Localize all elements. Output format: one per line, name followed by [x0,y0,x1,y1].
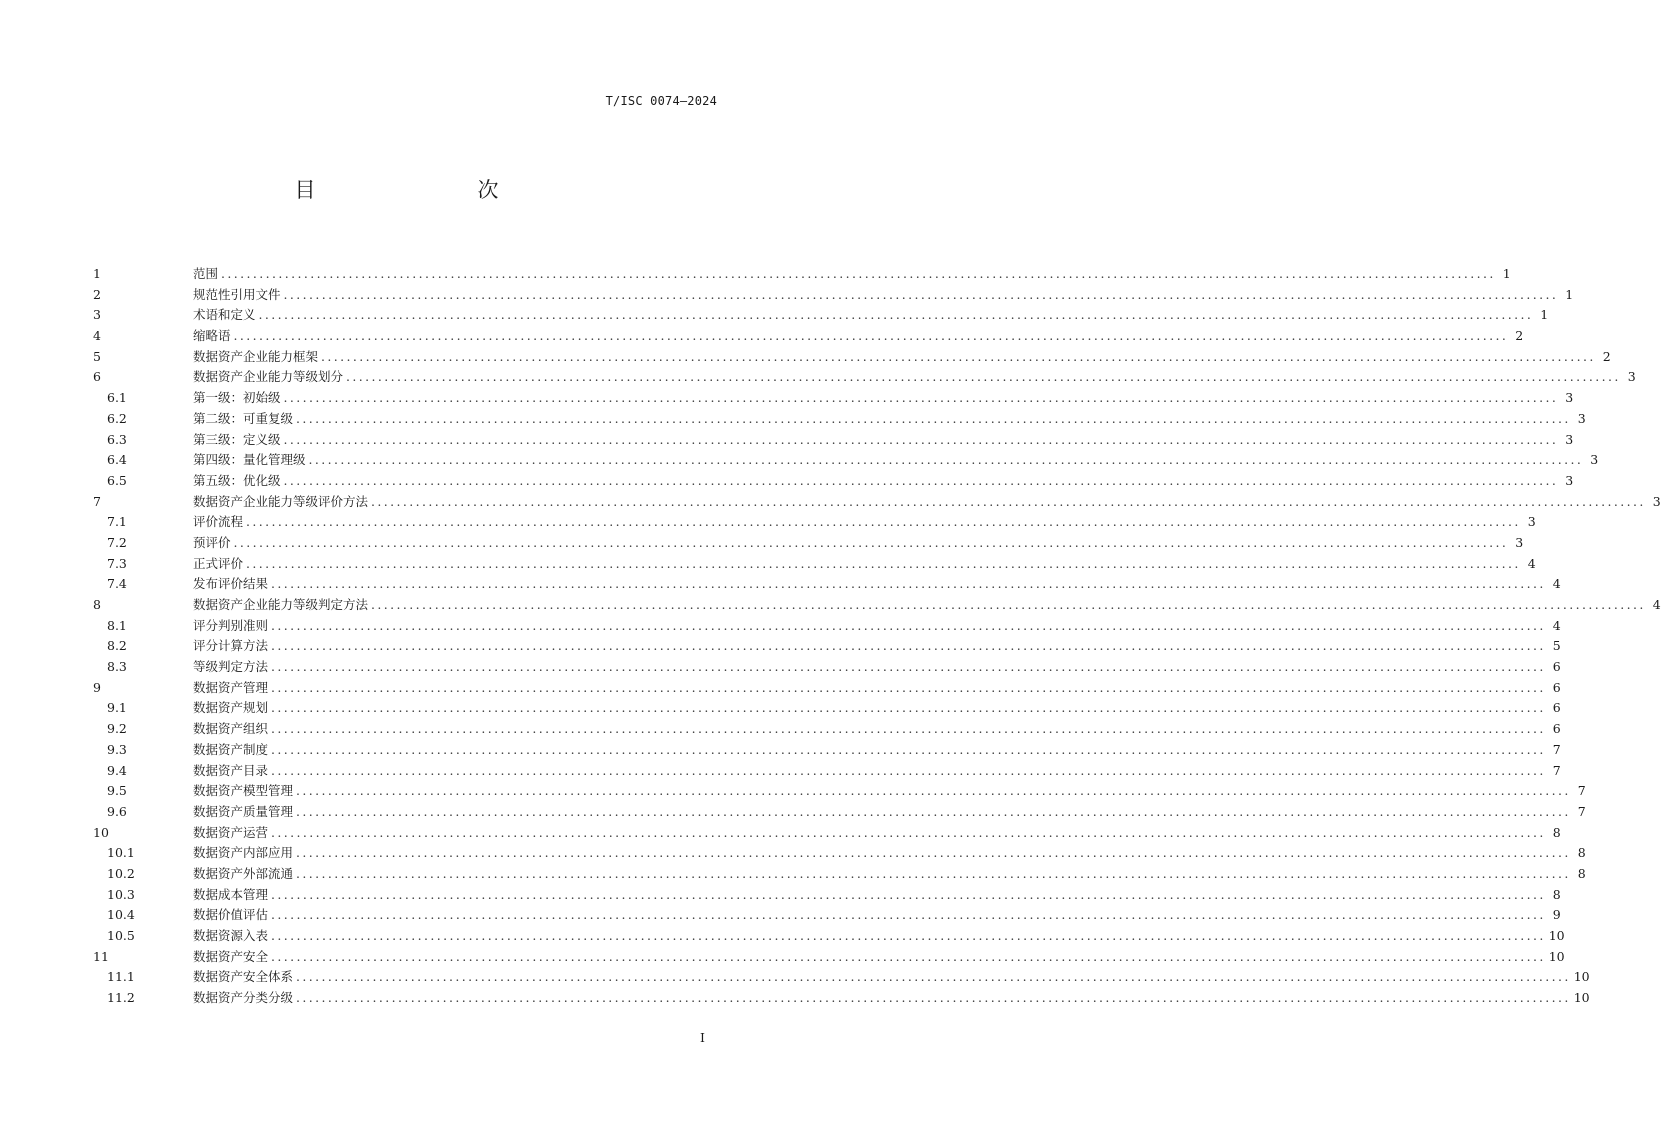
toc-entry-line [193,678,1561,699]
dot-leader: ........................................................................................................................................................................................................ [246,514,1521,530]
toc-entry-page: 3 [1652,493,1661,509]
toc-entry-page: 8 [1577,865,1586,881]
dot-leader: ........................................................................................................................................................................................................ [371,493,1646,509]
toc-entry[interactable] [93,409,1586,430]
toc-entry-title: 术语和定义 [193,307,256,323]
toc-entry-title: 数据资产企业能力等级判定方法 [193,597,369,612]
toc-entry[interactable] [93,781,1586,802]
toc-entry-line [193,967,1590,988]
toc-entry[interactable] [93,926,1565,947]
toc-entry-line [193,367,1636,388]
toc-entry-page: 6 [1552,659,1561,675]
toc-entry-title: 数据资产内部应用 [193,845,294,861]
toc-entry[interactable] [93,450,1599,471]
toc-entry-number: 8.3 [107,659,127,675]
toc-entry-number: 6.3 [107,431,127,447]
toc-entry-number: 7.1 [107,514,127,530]
toc-entry-line [193,595,1661,616]
toc-entry-number: 9.5 [107,783,127,799]
toc-entry-line [193,574,1561,595]
toc-entry[interactable] [93,326,1524,347]
toc-entry-line [193,388,1574,409]
toc-entry-line [193,533,1524,554]
toc-entry[interactable] [93,388,1574,409]
toc-entry-line [193,947,1565,968]
toc-entry-page: 7 [1577,783,1586,799]
toc-entry-title: 规范性引用文件 [193,286,281,302]
dot-leader: ........................................................................................................................................................................................................ [296,969,1571,985]
toc-entry-number: 10 [93,824,109,840]
toc-entry[interactable] [93,802,1586,823]
toc-entry-page: 1 [1565,286,1574,302]
toc-entry[interactable] [93,740,1561,761]
toc-entry[interactable] [93,616,1561,637]
toc-entry-page: 1 [1540,307,1549,323]
toc-entry-line [193,885,1561,906]
toc-entry-page: 7 [1552,762,1561,778]
toc-entry-title: 正式评价 [193,555,244,571]
toc-entry-number: 7.3 [107,555,127,571]
toc-entry-number: 3 [93,307,101,323]
toc-entry-line [193,636,1561,657]
toc-entry-title: 第四级：量化管理级 [193,452,306,468]
dot-leader: ........................................................................................................................................................................................................ [321,348,1596,364]
toc-entry-number: 7 [93,493,101,509]
toc-entry-number: 2 [93,286,101,302]
toc-entry-page: 6 [1552,721,1561,737]
toc-entry-title: 数据资产分类分级 [193,990,294,1006]
toc-entry-line [193,264,1511,285]
dot-leader: ........................................................................................................................................................................................................ [296,803,1571,819]
toc-entry-number: 7.4 [107,576,127,592]
toc-entry-number: 7.2 [107,534,127,550]
toc-entry-title: 数据资产制度 [193,741,269,757]
toc-entry-number: 6 [93,369,101,385]
toc-entry-page: 2 [1515,328,1524,344]
toc-entry-line [193,450,1599,471]
toc-entry-title: 数据资产管理 [193,679,269,695]
toc-entry-line [193,326,1524,347]
toc-entry-line [193,554,1536,575]
toc-entry[interactable] [93,636,1561,657]
toc-entry[interactable] [93,864,1586,885]
toc-entry-page: 8 [1552,886,1561,902]
toc-entry[interactable] [93,885,1561,906]
dot-leader: ........................................................................................................................................................................................................ [271,948,1546,964]
toc-entry-title: 发布评价结果 [193,576,269,592]
toc-entry[interactable] [93,947,1565,968]
toc-entry-title: 数据资产组织 [193,721,269,737]
toc-entry-page: 3 [1590,452,1599,468]
toc-entry-page: 4 [1552,617,1561,633]
toc-entry-title: 数据资源入表 [193,928,269,943]
toc-entry-line [193,657,1561,678]
toc-entry-title: 数据资产企业能力等级划分 [193,369,344,385]
toc-entry-page: 4 [1527,555,1536,571]
dot-leader: ........................................................................................................................................................................................................ [283,286,1559,302]
toc-entry-page: 6 [1552,679,1561,695]
toc-entry-line [193,926,1565,947]
toc-entry-line [193,698,1561,719]
toc-entry[interactable] [93,988,1590,1009]
toc-entry-page: 8 [1577,845,1586,861]
toc-entry-number: 10.2 [107,865,135,881]
toc-entry-number: 6.5 [107,472,127,488]
dot-leader: ........................................................................................................................................................................................................ [233,534,1509,550]
toc-entry-title: 数据资产安全 [193,948,269,964]
toc-entry-page: 3 [1627,369,1636,385]
toc-entry-page: 6 [1552,700,1561,716]
toc-entry-line [193,988,1590,1009]
toc-entry-page: 10 [1548,928,1565,943]
toc-entry-line [193,864,1586,885]
toc-entry-number: 8.2 [107,638,127,654]
toc-entry-line [193,285,1574,306]
toc-entry-title: 评价流程 [193,514,244,530]
toc-entry-page: 4 [1552,576,1561,592]
toc-entry-page: 3 [1565,390,1574,406]
toc-entry-title: 评分判别准则 [193,617,269,633]
toc-entry-title: 数据资产规划 [193,700,269,716]
toc-entry-page: 8 [1552,824,1561,840]
toc-entry-line [193,409,1586,430]
toc-entry-page: 2 [1602,348,1611,364]
toc-entry[interactable] [93,554,1536,575]
toc-entry-number: 9.6 [107,803,127,819]
dot-leader: ........................................................................................................................................................................................................ [258,307,1534,323]
toc-entry-page: 5 [1552,638,1561,654]
toc-entry-number: 11.2 [107,990,135,1006]
toc-entry-title: 第五级：优化级 [193,472,281,488]
table-of-contents [93,264,1661,1009]
dot-leader: ........................................................................................................................................................................................................ [296,990,1571,1006]
toc-entry-number: 1 [93,266,101,281]
dot-leader: ........................................................................................................................................................................................................ [271,700,1546,716]
toc-entry-page: 3 [1565,431,1574,447]
page-number: I [700,1030,705,1045]
page-title: 目 次 [294,178,539,202]
toc-entry-title: 等级判定方法 [193,659,269,675]
toc-entry-line [193,843,1586,864]
dot-leader: ........................................................................................................................................................................................................ [283,390,1559,406]
toc-entry[interactable] [93,574,1561,595]
dot-leader: ........................................................................................................................................................................................................ [271,576,1546,592]
toc-entry-line [193,905,1561,926]
toc-entry-number: 11 [93,948,109,964]
standard-code: T/ISC 0074—2024 [605,94,717,108]
toc-entry[interactable] [93,471,1574,492]
toc-entry-page: 10 [1548,948,1565,964]
toc-entry-title: 数据资产质量管理 [193,803,294,819]
toc-entry-title: 第三级：定义级 [193,431,281,447]
toc-entry-line [193,740,1561,761]
toc-entry[interactable] [93,492,1661,513]
toc-entry-title: 数据资产运营 [193,824,269,840]
toc-entry-number: 10.1 [107,845,135,861]
dot-leader: ........................................................................................................................................................................................................ [233,328,1509,344]
toc-entry-title: 第一级：初始级 [193,390,281,406]
toc-entry-title: 评分计算方法 [193,638,269,654]
toc-entry[interactable] [93,678,1561,699]
dot-leader: ........................................................................................................................................................................................................ [308,452,1584,468]
toc-entry-number: 10.5 [107,928,135,943]
toc-entry-line [193,347,1611,368]
toc-entry-page: 9 [1552,907,1561,923]
toc-entry-title: 数据资产安全体系 [193,969,294,985]
toc-entry[interactable] [93,823,1561,844]
toc-entry-page: 10 [1573,969,1590,985]
toc-entry-title: 数据资产企业能力框架 [193,348,319,364]
dot-leader: ........................................................................................................................................................................................................ [271,886,1546,902]
toc-entry-line [193,823,1561,844]
toc-entry-line [193,492,1661,513]
toc-entry[interactable] [93,512,1536,533]
toc-entry-number: 10.4 [107,907,135,923]
toc-entry[interactable] [93,905,1561,926]
toc-entry-title: 数据资产外部流通 [193,865,294,881]
dot-leader: ........................................................................................................................................................................................................ [271,907,1546,923]
toc-entry-line [193,616,1561,637]
dot-leader: ........................................................................................................................................................................................................ [271,721,1546,737]
toc-entry-title: 数据资产目录 [193,762,269,778]
toc-entry-line [193,761,1561,782]
toc-entry[interactable] [93,305,1549,326]
toc-entry-number: 6.2 [107,410,127,426]
toc-entry-number: 9.3 [107,741,127,757]
toc-entry[interactable] [93,657,1561,678]
toc-entry-title: 数据成本管理 [193,886,269,902]
toc-entry[interactable] [93,761,1561,782]
toc-entry-line [193,305,1549,326]
toc-entry-title: 预评价 [193,534,231,550]
toc-entry-number: 10.3 [107,886,135,902]
toc-entry[interactable] [93,430,1574,451]
dot-leader: ........................................................................................................................................................................................................ [346,369,1621,385]
toc-entry-number: 9.4 [107,762,127,778]
toc-entry[interactable] [93,719,1561,740]
toc-entry-line [193,430,1574,451]
dot-leader: ........................................................................................................................................................................................................ [296,845,1571,861]
toc-entry-number: 4 [93,328,101,344]
toc-entry-page: 3 [1515,534,1524,550]
dot-leader: ........................................................................................................................................................................................................ [371,597,1646,612]
toc-entry-title: 第二级：可重复级 [193,410,294,426]
dot-leader: ........................................................................................................................................................................................................ [271,741,1546,757]
toc-entry-number: 9 [93,679,101,695]
toc-entry-page: 3 [1527,514,1536,530]
toc-entry-page: 1 [1502,266,1511,281]
dot-leader: ........................................................................................................................................................................................................ [271,679,1546,695]
toc-entry[interactable] [93,264,1511,285]
toc-entry-line [193,802,1586,823]
dot-leader: ........................................................................................................................................................................................................ [271,928,1546,943]
toc-entry-number: 8 [93,597,101,612]
toc-entry[interactable] [93,285,1574,306]
toc-entry-title: 数据资产模型管理 [193,783,294,799]
toc-entry-number: 6.4 [107,452,127,468]
toc-entry-title: 数据资产企业能力等级评价方法 [193,493,369,509]
toc-entry-number: 9.2 [107,721,127,737]
toc-entry-title: 数据价值评估 [193,907,269,923]
toc-entry-page: 10 [1573,990,1590,1006]
dot-leader: ........................................................................................................................................................................................................ [246,555,1521,571]
toc-entry-title: 缩略语 [193,328,231,344]
toc-entry[interactable] [93,967,1590,988]
dot-leader: ........................................................................................................................................................................................................ [296,410,1571,426]
toc-entry-page: 4 [1652,597,1661,612]
toc-entry[interactable] [93,698,1561,719]
toc-entry[interactable] [93,367,1636,388]
dot-leader: ........................................................................................................................................................................................................ [283,431,1559,447]
toc-entry-line [193,781,1586,802]
toc-entry[interactable] [93,533,1524,554]
toc-entry-number: 11.1 [107,969,135,985]
toc-entry-page: 3 [1565,472,1574,488]
toc-entry-line [193,471,1574,492]
dot-leader: ........................................................................................................................................................................................................ [271,824,1546,840]
toc-entry-number: 9.1 [107,700,127,716]
toc-entry-line [193,719,1561,740]
toc-entry-page: 7 [1577,803,1586,819]
toc-entry-number: 8.1 [107,617,127,633]
toc-entry[interactable] [93,595,1661,616]
dot-leader: ........................................................................................................................................................................................................ [283,472,1559,488]
toc-entry-line [193,512,1536,533]
dot-leader: ........................................................................................................................................................................................................ [271,762,1546,778]
toc-entry[interactable] [93,347,1611,368]
toc-entry-page: 7 [1552,741,1561,757]
dot-leader: ........................................................................................................................................................................................................ [271,638,1546,654]
dot-leader: ........................................................................................................................................................................................................ [221,266,1496,281]
toc-entry[interactable] [93,843,1586,864]
dot-leader: ........................................................................................................................................................................................................ [296,783,1571,799]
toc-entry-title: 范围 [193,266,219,281]
dot-leader: ........................................................................................................................................................................................................ [271,617,1546,633]
dot-leader: ........................................................................................................................................................................................................ [271,659,1546,675]
toc-entry-number: 5 [93,348,101,364]
dot-leader: ........................................................................................................................................................................................................ [296,865,1571,881]
toc-entry-number: 6.1 [107,390,127,406]
toc-entry-page: 3 [1577,410,1586,426]
